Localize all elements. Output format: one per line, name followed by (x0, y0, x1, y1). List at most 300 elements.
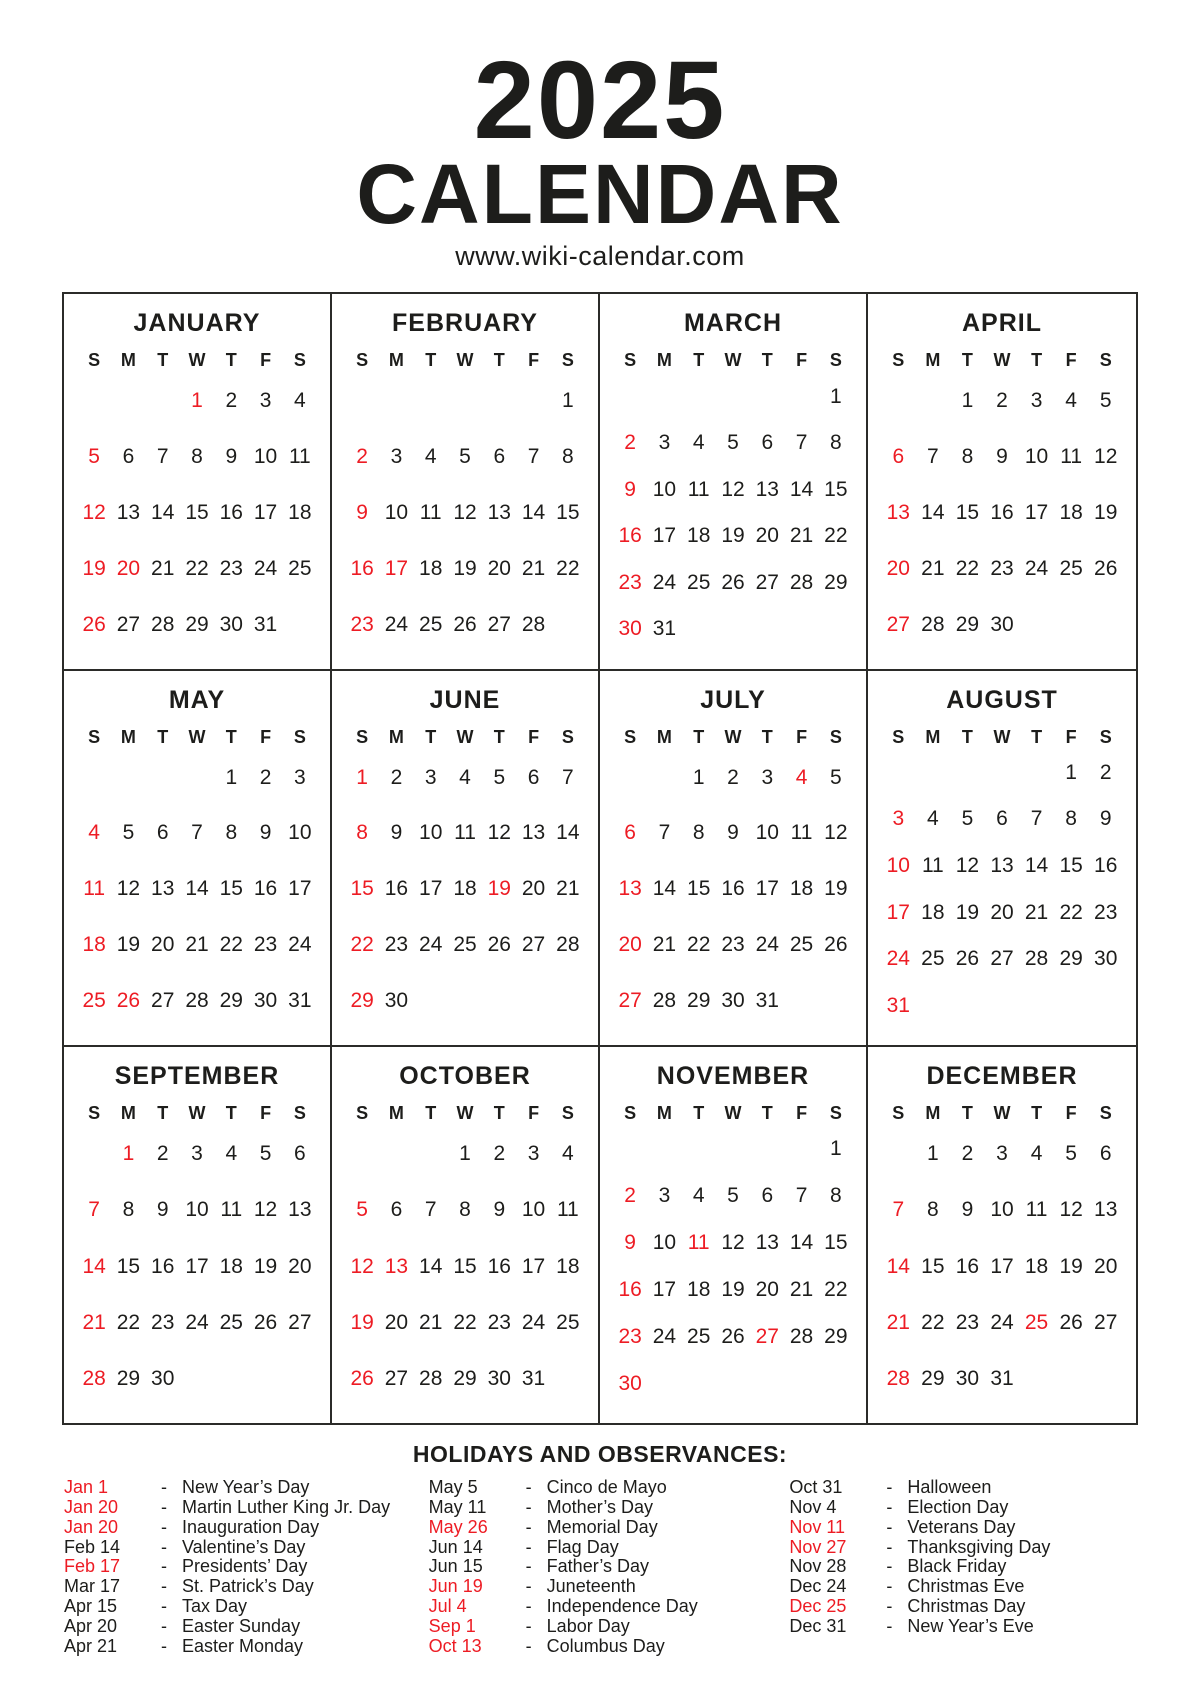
day-cell: 25 (789, 933, 814, 957)
day-cell: 20 (116, 556, 141, 580)
holiday-entry (789, 1498, 1136, 1518)
day-cell: 24 (384, 612, 409, 636)
day-cell: 24 (886, 947, 910, 971)
day-cell: 27 (116, 612, 141, 636)
holiday-date: Apr 20 (64, 1615, 118, 1636)
day-cell: 19 (116, 933, 141, 957)
week-row (868, 947, 1136, 971)
day-cell: 3 (424, 765, 437, 789)
day-cell: 21 (921, 556, 945, 580)
holiday-entry (64, 1577, 411, 1597)
day-cell: 20 (521, 877, 546, 901)
day-cell: 21 (419, 1310, 443, 1334)
month-title: JULY (700, 685, 766, 714)
day-cell: 13 (384, 1254, 409, 1278)
weekday-label: T (225, 350, 237, 371)
day-empty (881, 1142, 916, 1166)
day-cell: 28 (151, 612, 175, 636)
holiday-entry (64, 1557, 411, 1577)
day-cell: 12 (1094, 445, 1118, 469)
day-cell: 27 (151, 988, 175, 1012)
day-cell: 22 (350, 933, 374, 957)
week-row (868, 807, 1136, 831)
day-cell: 6 (294, 1142, 306, 1166)
day-cell: 7 (562, 765, 574, 789)
weekday-label: T (225, 726, 237, 747)
day-cell: 26 (253, 1310, 278, 1334)
day-cell: 6 (390, 1198, 403, 1222)
day-cell: 31 (886, 993, 910, 1017)
day-empty (379, 389, 413, 413)
day-cell: 24 (990, 1310, 1014, 1334)
day-cell: 19 (721, 524, 745, 548)
day-cell: 12 (116, 877, 141, 901)
holidays-section (0, 1441, 1200, 1656)
day-cell: 5 (122, 821, 135, 845)
day-cell: 29 (824, 570, 848, 594)
holiday-separator: - (525, 1615, 532, 1636)
month-december (868, 1047, 1136, 1423)
holiday-name: Inauguration Day (182, 1516, 320, 1537)
day-cell: 25 (687, 1324, 711, 1348)
day-cell: 24 (1024, 556, 1049, 580)
holiday-name: Easter Sunday (182, 1615, 301, 1636)
weekday-label: W (724, 726, 742, 747)
day-empty (647, 1137, 681, 1161)
weekday-label: T (157, 1102, 169, 1123)
weekday-label: T (157, 726, 169, 747)
day-empty (784, 989, 818, 1013)
day-cell: 2 (225, 389, 238, 413)
day-cell: 17 (990, 1254, 1014, 1278)
holiday-name: Independence Day (546, 1596, 698, 1617)
day-cell: 13 (1094, 1198, 1118, 1222)
day-cell: 6 (624, 821, 636, 845)
weekday-header (64, 350, 330, 371)
day-cell: 6 (527, 765, 540, 789)
day-cell: 8 (1065, 807, 1077, 831)
day-cell: 21 (789, 1278, 814, 1302)
day-empty (682, 385, 716, 409)
day-empty (613, 385, 647, 409)
day-cell: 2 (624, 431, 636, 455)
weekday-label: F (528, 726, 540, 747)
week-row (868, 901, 1136, 925)
day-empty (414, 389, 448, 413)
day-cell: 26 (350, 1367, 374, 1391)
holiday-separator: - (525, 1497, 532, 1518)
holiday-date: Dec 25 (789, 1596, 847, 1617)
day-cell: 20 (487, 556, 511, 580)
weekday-label: W (188, 1102, 206, 1123)
holiday-date: Jan 20 (64, 1497, 119, 1518)
day-cell: 18 (556, 1254, 580, 1278)
day-cell: 15 (687, 877, 711, 901)
day-cell: 18 (789, 877, 814, 901)
holiday-date: Nov 28 (789, 1556, 847, 1577)
day-cell: 4 (692, 431, 705, 455)
week-row (332, 1255, 598, 1279)
week-row (600, 877, 866, 901)
weekday-label: S (88, 350, 101, 371)
day-empty (784, 385, 818, 409)
holiday-separator: - (161, 1576, 167, 1597)
day-cell: 25 (921, 947, 945, 971)
day-cell: 20 (384, 1310, 409, 1334)
day-cell: 17 (886, 900, 910, 924)
day-cell: 13 (116, 500, 141, 524)
day-cell: 23 (721, 933, 745, 957)
day-cell: 19 (1059, 1254, 1083, 1278)
day-empty (283, 1367, 317, 1391)
day-cell: 12 (487, 821, 511, 845)
week-row (332, 1367, 598, 1391)
day-empty (379, 1142, 413, 1166)
day-cell: 3 (761, 765, 774, 789)
holiday-separator: - (886, 1497, 893, 1518)
week-row (64, 445, 330, 469)
holiday-separator: - (161, 1615, 167, 1636)
day-cell: 29 (1059, 947, 1083, 971)
day-empty (716, 617, 750, 641)
month-days (868, 373, 1136, 668)
weekday-label: T (493, 726, 505, 747)
week-row (868, 445, 1136, 469)
holidays-title: HOLIDAYS AND OBSERVANCES: (412, 1441, 788, 1468)
weekday-label: T (693, 1102, 705, 1123)
day-cell: 8 (692, 821, 705, 845)
day-empty (111, 389, 145, 413)
week-row (64, 1255, 330, 1279)
holiday-name: Halloween (907, 1477, 992, 1498)
weekday-header (868, 1103, 1136, 1124)
holiday-name: New Year’s Eve (907, 1615, 1034, 1636)
day-cell: 16 (151, 1254, 175, 1278)
day-cell: 26 (116, 988, 141, 1012)
day-empty (448, 389, 482, 413)
holiday-separator: - (525, 1477, 532, 1498)
day-empty (180, 766, 214, 790)
weekday-label: S (829, 350, 842, 371)
week-row (64, 933, 330, 957)
day-cell: 2 (727, 765, 739, 789)
day-cell: 27 (990, 947, 1014, 971)
weekday-label: T (961, 726, 973, 747)
day-cell: 4 (294, 389, 306, 413)
day-cell: 2 (493, 1142, 506, 1166)
day-cell: 30 (721, 988, 745, 1012)
day-cell: 26 (955, 947, 980, 971)
holiday-date: Apr 21 (64, 1635, 118, 1656)
day-cell: 27 (618, 988, 642, 1012)
weekday-label: W (456, 350, 474, 371)
day-cell: 18 (288, 500, 312, 524)
week-row (600, 385, 866, 409)
day-cell: 18 (687, 524, 711, 548)
holiday-entry (789, 1597, 1136, 1617)
weekday-label: W (724, 1102, 742, 1123)
weekday-header (64, 1103, 330, 1124)
holiday-name: Thanksgiving Day (907, 1536, 1051, 1557)
day-cell: 5 (727, 1184, 739, 1208)
weekday-label: F (260, 726, 272, 747)
weekday-label: T (961, 1102, 973, 1123)
day-cell: 9 (727, 821, 739, 845)
day-cell: 5 (356, 1198, 368, 1222)
day-cell: 24 (652, 570, 677, 594)
day-empty (516, 389, 550, 413)
holiday-date: Oct 31 (789, 1477, 843, 1498)
holiday-date: May 11 (428, 1497, 487, 1518)
weekday-label: W (993, 350, 1011, 371)
weekday-label: T (1031, 350, 1043, 371)
day-cell: 2 (961, 1142, 974, 1166)
weekday-label: W (724, 350, 742, 371)
holiday-name: Presidents’ Day (182, 1556, 308, 1577)
holiday-entry (789, 1518, 1136, 1538)
day-cell: 30 (618, 617, 642, 641)
day-cell: 7 (658, 821, 671, 845)
day-cell: 26 (487, 933, 511, 957)
day-cell: 26 (453, 612, 477, 636)
day-cell: 30 (151, 1367, 175, 1391)
weekday-label: M (120, 726, 136, 747)
day-cell: 6 (122, 445, 135, 469)
holiday-entry (789, 1617, 1136, 1637)
day-cell: 23 (253, 933, 278, 957)
holidays-list (64, 1478, 1136, 1656)
page-title: CALENDAR (356, 147, 844, 241)
week-row (64, 1367, 330, 1391)
day-empty (647, 1372, 681, 1396)
day-cell: 26 (721, 570, 745, 594)
weekday-label: F (796, 726, 808, 747)
day-cell: 1 (1065, 760, 1077, 784)
day-cell: 3 (892, 807, 905, 831)
day-cell: 6 (761, 1184, 774, 1208)
day-cell: 9 (961, 1198, 974, 1222)
day-cell: 25 (1059, 556, 1083, 580)
week-row (868, 854, 1136, 878)
weekday-label: F (796, 1102, 808, 1123)
day-cell: 18 (1059, 500, 1083, 524)
day-cell: 30 (384, 988, 409, 1012)
day-cell: 11 (1060, 445, 1083, 469)
day-cell: 19 (82, 556, 106, 580)
day-cell: 14 (185, 877, 209, 901)
weekday-label: S (356, 726, 369, 747)
holiday-date: Apr 15 (64, 1596, 118, 1617)
day-cell: 16 (219, 500, 243, 524)
holiday-date: Dec 31 (789, 1615, 847, 1636)
day-cell: 28 (556, 933, 580, 957)
day-empty (248, 1367, 282, 1391)
holiday-separator: - (886, 1536, 893, 1557)
day-cell: 14 (789, 1231, 814, 1255)
holiday-date: Nov 4 (789, 1497, 837, 1518)
week-row (64, 1142, 330, 1166)
day-cell: 20 (151, 933, 175, 957)
day-cell: 7 (892, 1198, 905, 1222)
week-row (64, 989, 330, 1013)
month-title: APRIL (962, 309, 1042, 338)
day-cell: 15 (350, 877, 374, 901)
day-cell: 22 (185, 556, 209, 580)
day-cell: 12 (955, 853, 980, 877)
week-row (332, 1142, 598, 1166)
month-days (332, 1126, 598, 1423)
day-cell: 22 (116, 1310, 141, 1334)
holiday-separator: - (886, 1596, 893, 1617)
day-cell: 3 (658, 431, 671, 455)
week-row (600, 478, 866, 502)
day-cell: 19 (721, 1278, 745, 1302)
day-cell: 23 (384, 933, 409, 957)
day-cell: 4 (795, 765, 808, 789)
day-cell: 28 (789, 570, 814, 594)
week-row (868, 1255, 1136, 1279)
month-september (64, 1047, 332, 1423)
weekday-label: M (120, 1102, 136, 1123)
day-cell: 12 (1059, 1198, 1083, 1222)
weekday-label: T (1031, 726, 1043, 747)
week-row (600, 989, 866, 1013)
day-cell: 4 (562, 1142, 574, 1166)
holiday-date: May 5 (428, 1477, 478, 1498)
day-cell: 27 (886, 612, 910, 636)
holiday-name: Veterans Day (907, 1516, 1016, 1537)
weekday-label: T (761, 350, 773, 371)
day-cell: 12 (721, 477, 745, 501)
day-cell: 2 (624, 1184, 636, 1208)
holiday-name: Black Friday (907, 1556, 1007, 1577)
day-cell: 31 (652, 617, 677, 641)
weekday-label: S (356, 350, 369, 371)
year-title: 2025 (473, 39, 727, 162)
holiday-date: Feb 14 (64, 1536, 121, 1557)
holidays-column (64, 1478, 411, 1656)
month-title: FEBRUARY (392, 309, 538, 338)
day-cell: 22 (219, 933, 243, 957)
day-cell: 19 (487, 877, 511, 901)
day-cell: 23 (487, 1310, 511, 1334)
month-february (332, 294, 600, 670)
week-row (332, 821, 598, 845)
day-cell: 26 (1094, 556, 1118, 580)
month-may (64, 671, 332, 1047)
day-cell: 6 (1099, 1142, 1112, 1166)
day-cell: 2 (259, 765, 272, 789)
holiday-date: Jun 15 (428, 1556, 483, 1577)
day-cell: 4 (1030, 1142, 1043, 1166)
day-cell: 20 (288, 1254, 312, 1278)
day-cell: 7 (191, 821, 203, 845)
day-empty (414, 989, 448, 1013)
day-cell: 15 (219, 877, 243, 901)
day-empty (1019, 761, 1054, 785)
holidays-column (411, 1478, 776, 1656)
day-cell: 13 (288, 1198, 312, 1222)
day-cell: 9 (1099, 807, 1112, 831)
day-cell: 7 (156, 445, 169, 469)
month-days (332, 373, 598, 668)
week-row (600, 1372, 866, 1396)
holiday-name: Cinco de Mayo (546, 1477, 667, 1498)
day-cell: 5 (88, 445, 100, 469)
day-cell: 27 (1094, 1310, 1118, 1334)
day-empty (750, 1137, 784, 1161)
holiday-entry (64, 1597, 411, 1617)
holiday-entry (429, 1557, 776, 1577)
weekday-label: W (456, 1102, 474, 1123)
day-empty (916, 761, 951, 785)
holiday-entry (64, 1538, 411, 1558)
day-cell: 29 (921, 1367, 945, 1391)
weekday-label: S (293, 726, 306, 747)
day-empty (551, 613, 585, 637)
day-cell: 29 (185, 612, 209, 636)
day-cell: 3 (191, 1142, 203, 1166)
day-empty (111, 766, 145, 790)
holiday-date: Nov 27 (789, 1536, 847, 1557)
holiday-separator: - (525, 1556, 532, 1577)
day-cell: 10 (288, 821, 312, 845)
day-cell: 8 (191, 445, 203, 469)
day-cell: 17 (652, 524, 677, 548)
holiday-name: St. Patrick’s Day (182, 1576, 314, 1597)
day-empty (1054, 613, 1089, 637)
day-empty (345, 389, 379, 413)
weekday-header (64, 727, 330, 748)
day-cell: 15 (556, 500, 580, 524)
day-empty (716, 385, 750, 409)
day-cell: 23 (219, 556, 243, 580)
weekday-label: S (1099, 350, 1112, 371)
day-cell: 4 (459, 765, 471, 789)
day-cell: 30 (219, 612, 243, 636)
weekday-label: S (88, 726, 101, 747)
day-cell: 5 (727, 431, 739, 455)
day-cell: 3 (527, 1142, 540, 1166)
day-cell: 11 (556, 1198, 579, 1222)
month-october (332, 1047, 600, 1423)
day-empty (77, 389, 111, 413)
week-row (600, 524, 866, 548)
day-cell: 22 (824, 1278, 848, 1302)
page-header (0, 39, 1200, 272)
day-cell: 7 (527, 445, 540, 469)
month-march (600, 294, 868, 670)
day-cell: 4 (424, 445, 437, 469)
weekday-label: S (892, 726, 905, 747)
week-row (64, 821, 330, 845)
day-empty (146, 389, 180, 413)
day-cell: 30 (955, 1367, 980, 1391)
day-cell: 7 (795, 431, 808, 455)
holiday-entry (64, 1498, 411, 1518)
day-empty (682, 1372, 716, 1396)
day-empty (682, 1137, 716, 1161)
week-row (332, 389, 598, 413)
week-row (332, 1311, 598, 1335)
day-cell: 16 (1094, 853, 1118, 877)
holiday-date: Oct 13 (428, 1635, 482, 1656)
day-cell: 5 (259, 1142, 272, 1166)
week-row (64, 1198, 330, 1222)
day-cell: 26 (1059, 1310, 1083, 1334)
day-cell: 12 (82, 500, 106, 524)
day-cell: 22 (453, 1310, 477, 1334)
